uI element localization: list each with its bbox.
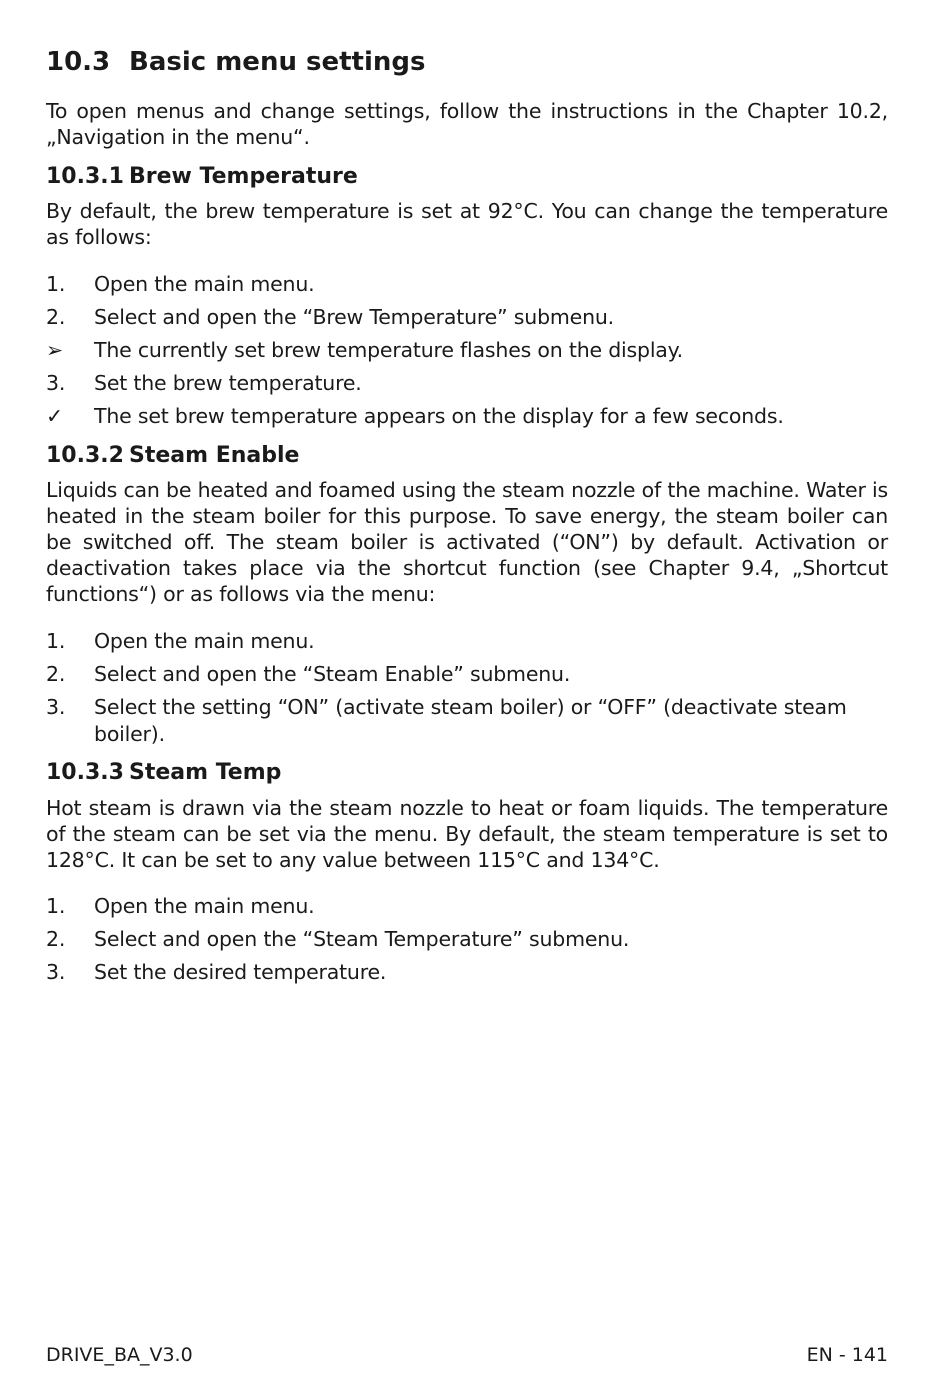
section-intro: To open menus and change settings, follow the instructions in the Chapter 10.2, „Navigation in the menu“. [46,99,888,149]
section-heading [46,46,426,78]
list-item-text: Select and open the “Steam Temperature” submenu. [94,927,630,951]
list-marker: 2. [46,662,66,686]
subsection-number: 10.3.3 [46,760,124,785]
steam-enable-body: Liquids can be heated and foamed using the steam nozzle of the machine. Water is heated in the steam boiler for this purpose. To save energy, the steam boiler can be switched off. The steam boiler is activated (“ON”) by default. Activation or deactivation takes place via the shortcut function (see Chapter 9.4, „Shortcut functions“) or as follows via the menu: [46,478,888,606]
list-marker: 1. [46,629,66,653]
list-marker: 1. [46,272,66,296]
brew-temperature-body: By default, the brew temperature is set at 92°C. You can change the temperature as follows: [46,199,888,249]
list-marker: 2. [46,305,66,329]
document-version-label: DRIVE_BA_V3.0 [46,1344,193,1366]
list-marker: 3. [46,960,66,984]
section-number: 10.3 [46,47,111,77]
arrow-bullet-icon: ➢ [46,338,63,362]
steam-temp-body: Hot steam is drawn via the steam nozzle to heat or foam liquids. The temperature of the steam can be set via the menu. By default, the steam temperature is set to 128°C. It can be set to any value between 115°C and 134°C. [46,796,888,872]
list-item [46,926,888,953]
list-marker: 2. [46,927,66,951]
checkmark-icon: ✓ [46,404,63,428]
list-item-text: Set the desired temperature. [94,960,387,984]
list-item [46,304,888,331]
list-item [46,661,888,688]
list-item-text: Select and open the “Steam Enable” submenu. [94,662,571,686]
list-item-text: Select the setting “ON” (activate steam boiler) or “OFF” (deactivate steam boiler). [94,695,847,746]
list-item-text: Set the brew temperature. [94,371,362,395]
subsection-heading-brew-temperature [46,163,358,191]
page-number: EN - 141 [806,1344,888,1366]
subsection-title: Steam Enable [129,443,300,468]
list-item [46,370,888,397]
list-item [46,893,888,920]
subsection-heading-steam-temp [46,759,281,787]
list-item-text: Select and open the “Brew Temperature” submenu. [94,305,614,329]
subsection-title: Steam Temp [129,760,282,785]
subsection-number: 10.3.2 [46,443,124,468]
subsection-title: Brew Temperature [129,164,358,189]
subsection-number: 10.3.1 [46,164,124,189]
section-title: Basic menu settings [129,47,426,77]
list-item-text: Open the main menu. [94,629,315,653]
subsection-heading-steam-enable [46,442,299,470]
list-item [46,959,888,986]
list-item-text: The currently set brew temperature flashes on the display. [94,338,683,362]
list-item [46,271,888,298]
list-marker: 3. [46,371,66,395]
list-item [46,628,888,655]
list-item-text: Open the main menu. [94,272,315,296]
list-item-text: The set brew temperature appears on the display for a few seconds. [94,404,784,428]
list-item [46,403,888,430]
list-item-text: Open the main menu. [94,894,315,918]
list-item [46,694,888,748]
list-marker: 1. [46,894,66,918]
list-marker: 3. [46,695,66,719]
list-item [46,337,888,364]
